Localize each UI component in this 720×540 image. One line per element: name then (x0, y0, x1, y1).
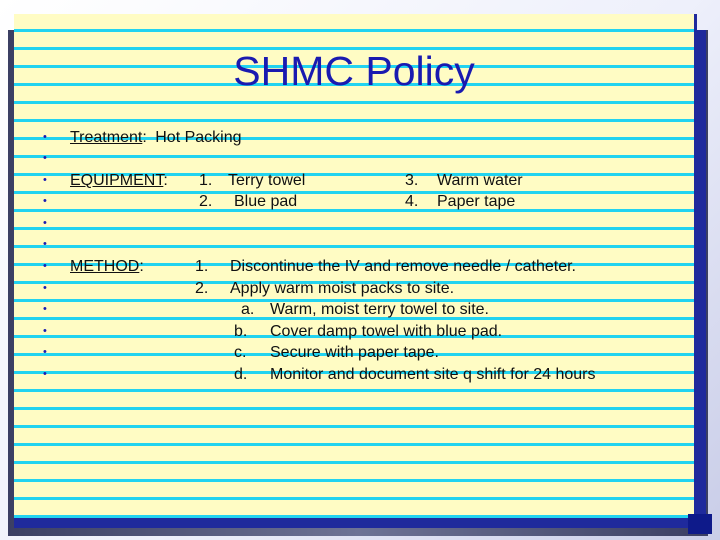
bullet-marker: • (43, 303, 47, 315)
bullet-marker: • (43, 325, 47, 337)
slide-accent-right (694, 30, 706, 522)
method-substep-text: Monitor and document site q shift for 24 hours (270, 366, 596, 383)
equipment-label: EQUIPMENT (70, 172, 164, 189)
method-substep-letter: d. (234, 366, 248, 383)
method-substep-letter: c. (234, 344, 247, 361)
treatment-value: Hot Packing (155, 129, 242, 146)
bullet-marker: • (43, 282, 47, 294)
equipment-label-line (70, 170, 168, 191)
method-label-line (70, 256, 144, 277)
method-step-text: Discontinue the IV and remove needle / catheter. (230, 258, 576, 275)
equipment-item (199, 170, 306, 191)
equipment-item (405, 191, 516, 212)
method-substep (234, 364, 596, 385)
method-substep-letter: a. (241, 301, 255, 318)
equipment-item-text: Warm water (437, 172, 523, 189)
bullet-marker: • (43, 195, 47, 207)
method-substep-text: Secure with paper tape. (270, 344, 439, 361)
equipment-item (405, 170, 523, 191)
equipment-item-text: Terry towel (228, 172, 306, 189)
method-step-number: 2. (195, 280, 209, 297)
bullet-marker: • (43, 174, 47, 186)
method-step (195, 256, 576, 277)
equipment-item (199, 191, 298, 212)
slide-title: SHMC Policy (233, 48, 475, 94)
method-substep-letter: b. (234, 323, 248, 340)
equipment-item-text: Paper tape (437, 193, 516, 210)
method-colon: : (139, 258, 144, 275)
method-substep (234, 342, 439, 363)
equipment-item-text: Blue pad (234, 193, 298, 210)
bullet-marker: • (43, 260, 47, 272)
method-label: METHOD (70, 258, 140, 275)
equipment-colon: : (163, 172, 168, 189)
bullet-marker: • (43, 217, 47, 229)
equipment-item-number: 2. (199, 193, 213, 210)
method-substep-text: Cover damp towel with blue pad. (270, 323, 503, 340)
treatment-line (70, 127, 242, 148)
method-step (195, 278, 455, 299)
bullet-marker: • (43, 131, 47, 143)
bullet-marker: • (43, 238, 47, 250)
method-step-text: Apply warm moist packs to site. (230, 280, 455, 297)
equipment-item-number: 3. (405, 172, 419, 189)
treatment-label: Treatment (70, 129, 143, 146)
bullet-marker: • (43, 152, 47, 164)
method-substep (241, 299, 489, 320)
equipment-item-number: 4. (405, 193, 419, 210)
treatment-colon: : (142, 129, 147, 146)
slide-accent-bottom (14, 518, 706, 528)
bullet-marker: • (43, 368, 47, 380)
slide-accent-corner (688, 514, 712, 534)
bullet-marker: • (43, 346, 47, 358)
equipment-item-number: 1. (199, 172, 213, 189)
method-step-number: 1. (195, 258, 209, 275)
method-substep (234, 321, 503, 342)
method-substep-text: Warm, moist terry towel to site. (270, 301, 489, 318)
